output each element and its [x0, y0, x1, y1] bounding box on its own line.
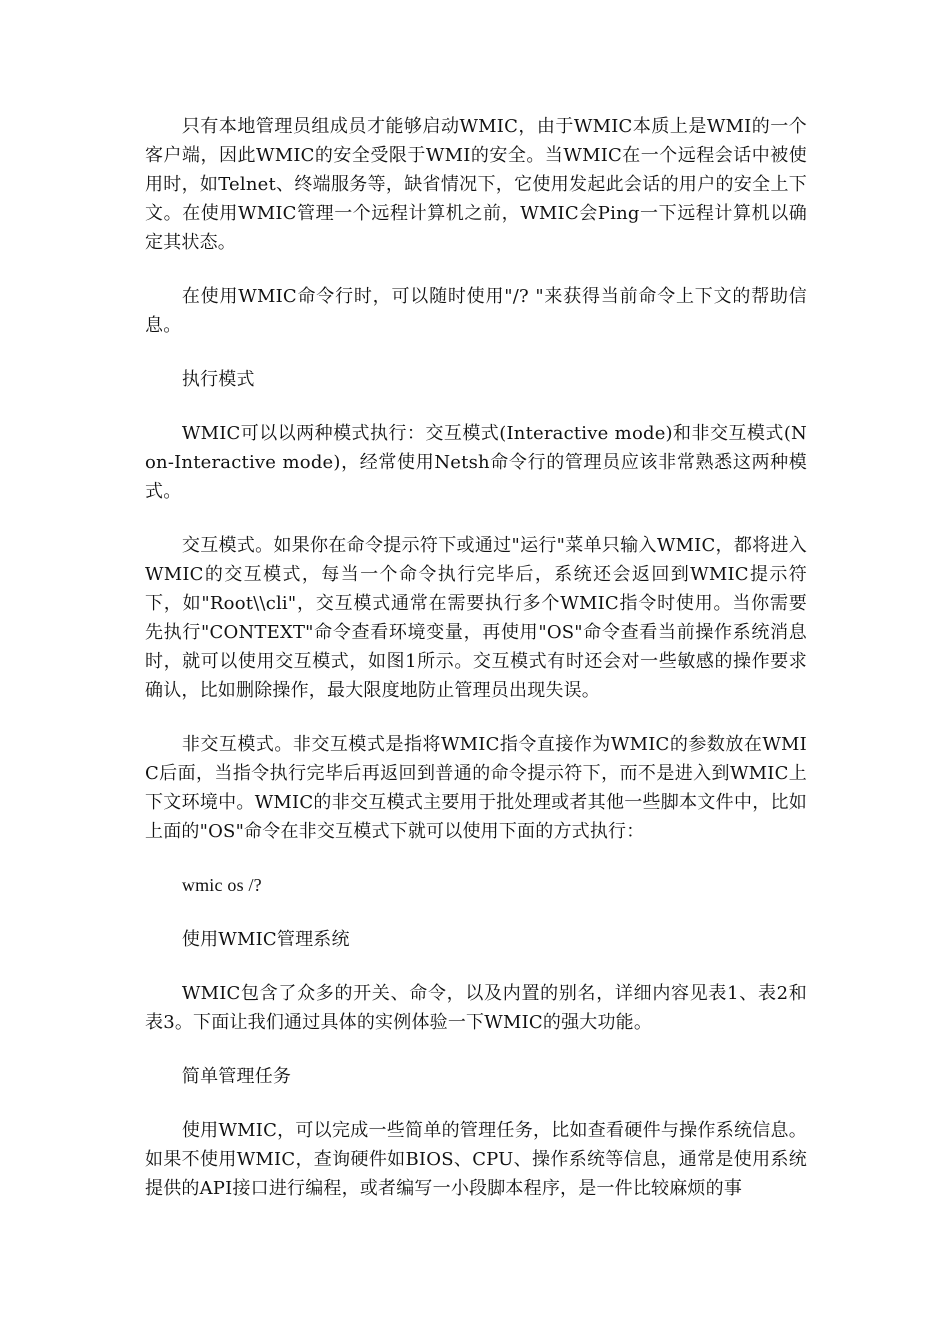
paragraph-non-interactive-mode: 非交互模式。非交互模式是指将WMIC指令直接作为WMIC的参数放在WMIC后面，当指令执行完毕后再返回到普通的命令提示符下，而不是进入到WMIC上下文环境中。WMIC的非交互模式主要用于批处理或者其他一些脚本文件中，比如上面的"OS"命令在非交互模式下就可以使用下面的方式执行：	[145, 734, 807, 842]
section-heading-execution-mode: 执行模式	[181, 369, 255, 390]
section-heading-simple-tasks: 简单管理任务	[181, 1066, 292, 1087]
paragraph-wmic-security: 只有本地管理员组成员才能够启动WMIC，由于WMIC本质上是WMI的一个客户端，因此WMIC的安全受限于WMI的安全。当WMIC在一个远程会话中被使用时，如Telnet、终端服务等，缺省情况下，它使用发起此会话的用户的安全上下文。在使用WMIC管理一个远程计算机之前，WMIC会Ping一下远程计算机以确定其状态。	[145, 116, 807, 253]
paragraph-switches-commands: WMIC包含了众多的开关、命令，以及内置的别名，详细内容见表1、表2和表3。下面让我们通过具体的实例体验一下WMIC的强大功能。	[145, 983, 807, 1033]
paragraph-help-usage: 在使用WMIC命令行时，可以随时使用"/? "来获得当前命令上下文的帮助信息。	[145, 286, 807, 336]
paragraph-two-modes: WMIC可以以两种模式执行：交互模式(Interactive mode)和非交互模式(Non-Interactive mode)，经常使用Netsh命令行的管理员应该非常熟悉这两种模式。	[145, 423, 807, 502]
paragraph-simple-tasks: 使用WMIC，可以完成一些简单的管理任务，比如查看硬件与操作系统信息。如果不使用WMIC，查询硬件如BIOS、CPU、操作系统等信息，通常是使用系统提供的API接口进行编程，或者编写一小段脚本程序，是一件比较麻烦的事	[145, 1120, 807, 1199]
paragraph-interactive-mode: 交互模式。如果你在命令提示符下或通过"运行"菜单只输入WMIC，都将进入WMIC的交互模式，每当一个命令执行完毕后，系统还会返回到WMIC提示符下，如"Root\\cli"，交互模式通常在需要执行多个WMIC指令时使用。当你需要先执行"CONTEXT"命令查看环境变量，再使用"OS"命令查看当前操作系统消息时，就可以使用交互模式，如图1所示。交互模式有时还会对一些敏感的操作要求确认，比如删除操作，最大限度地防止管理员出现失误。	[145, 535, 807, 701]
section-heading-manage-system: 使用WMIC管理系统	[181, 929, 350, 950]
code-example-wmic-os: wmic os /?	[181, 875, 262, 895]
document-body	[145, 112, 807, 1228]
